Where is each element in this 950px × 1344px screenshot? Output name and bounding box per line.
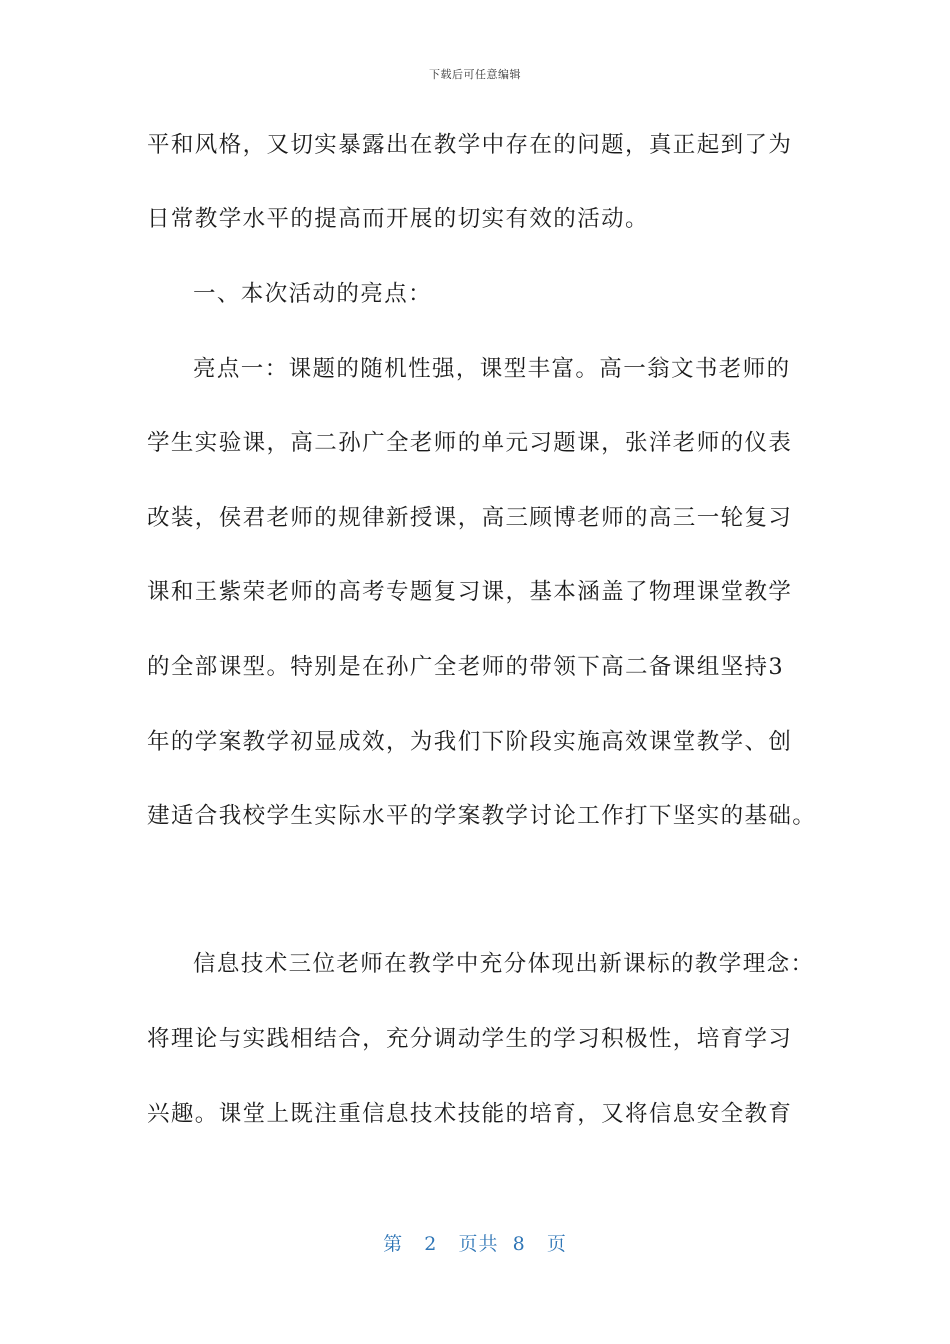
- header-note: 下载后可任意编辑: [429, 68, 521, 81]
- footer-middle: 页共: [458, 1233, 499, 1255]
- body-line: 建适合我校学生实际水平的学案教学讨论工作打下坚实的基础。: [147, 803, 817, 829]
- current-page-number: 2: [424, 1233, 438, 1255]
- body-line: 的全部课型。特别是在孙广全老师的带领下高二备课组坚持3: [147, 654, 785, 680]
- body-line: 改装，侯君老师的规律新授课，高三顾博老师的高三一轮复习: [147, 505, 793, 531]
- page-footer: [0, 1229, 950, 1256]
- body-line: 兴趣。课堂上既注重信息技术技能的培育，又将信息安全教育: [147, 1101, 793, 1127]
- footer-prefix: 第: [383, 1233, 404, 1255]
- total-pages-number: 8: [512, 1233, 526, 1255]
- paragraph-start-line: 信息技术三位老师在教学中充分体现出新课标的教学理念：: [193, 951, 815, 977]
- footer-suffix: 页: [546, 1233, 567, 1255]
- section-heading: 一、本次活动的亮点：: [193, 281, 433, 307]
- body-line: 学生实验课，高二孙广全老师的单元习题课，张洋老师的仪表: [147, 430, 793, 456]
- body-line: 日常教学水平的提高而开展的切实有效的活动。: [147, 206, 649, 232]
- body-line: 课和王紫荣老师的高考专题复习课，基本涵盖了物理课堂教学: [147, 579, 793, 605]
- body-line: 将理论与实践相结合，充分调动学生的学习积极性，培育学习: [147, 1026, 793, 1052]
- paragraph-start-line: 亮点一：课题的随机性强，课型丰富。高一翁文书老师的: [193, 356, 791, 382]
- body-line: 平和风格，又切实暴露出在教学中存在的问题，真正起到了为: [147, 132, 793, 158]
- body-line: 年的学案教学初显成效，为我们下阶段实施高效课堂教学、创: [147, 729, 793, 755]
